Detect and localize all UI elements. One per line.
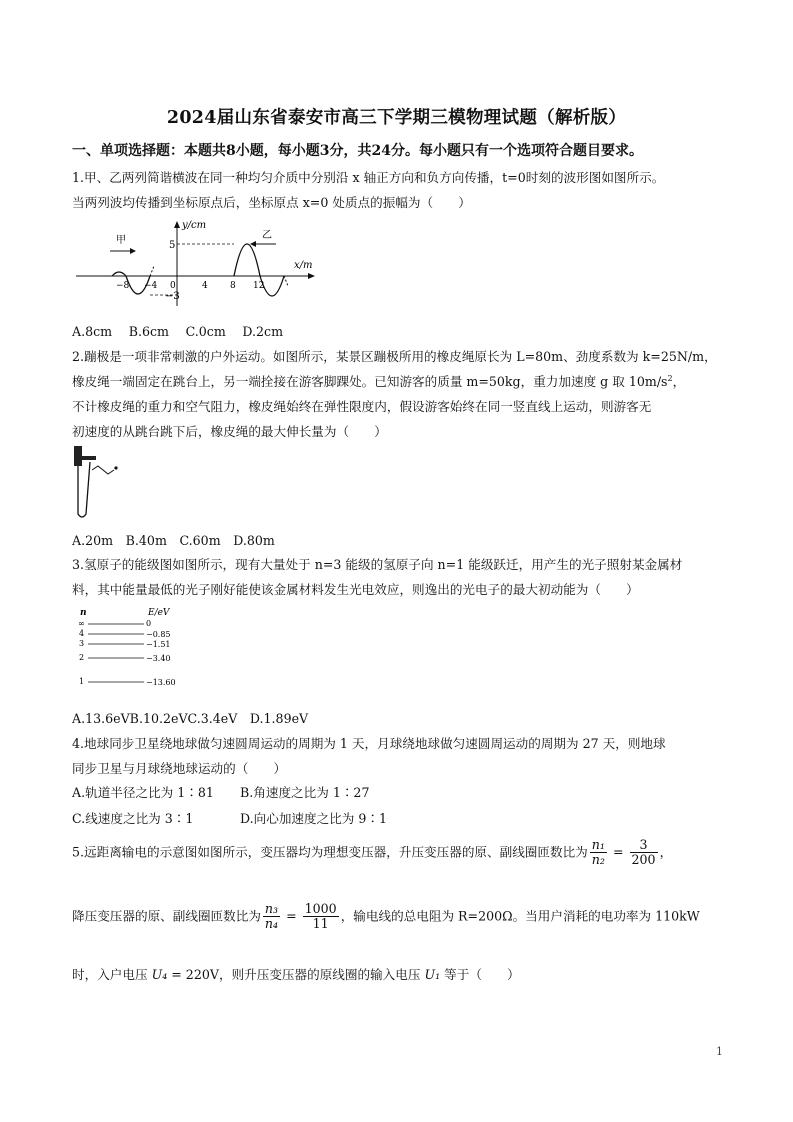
y-axis-arrow [174, 221, 180, 228]
y-axis-label: y/cm [182, 220, 207, 231]
wave-b-front [284, 276, 288, 286]
turns-ratio-n3-n4: $\frac{\text{n₃}}{\text{n₄}}$ [264, 901, 279, 932]
level-inf-e: 0 [146, 619, 152, 628]
level-3-e: −1.51 [146, 640, 171, 649]
y-tick-minus3: −3 [165, 291, 180, 302]
n-label: n [80, 608, 87, 618]
x-tick-minus8: −8 [116, 281, 130, 291]
section-heading: 一、单项选择题：本题共8小题，每小题3分，共24分。每小题只有一个选项符合题目要求。 [72, 143, 643, 159]
q4-text-line1: 4.地球同步卫星绕地球做匀速圆周运动的周期为 1 天，月球绕地球做匀速圆周运动的周期为 27 天，则地球 [72, 736, 666, 751]
jumper-figure [92, 466, 114, 474]
turns-ratio-value-2: $\frac{1000}{11}$ [304, 901, 337, 932]
q4-option-a: A.轨道半径之比为 1∶81 [72, 785, 214, 800]
q3-text-line1: 3.氢原子的能级图如图所示，现有大量处于 n=3 能级的氢原子向 n=1 能级跃迁，用产生的光子照射某金属材 [72, 557, 683, 572]
q1-text-line1: 1.甲、乙两列简谐横波在同一种均匀介质中分别沿 x 轴正方向和负方向传播，t=0时刻的波形图如图所示。 [72, 170, 665, 185]
level-4-n: 4 [79, 629, 85, 638]
q4-option-d: D.向心加速度之比为 9∶1 [240, 811, 388, 826]
level-1-e: −13.60 [146, 678, 176, 687]
level-3-n: 3 [79, 639, 85, 648]
q2-text-line3: 不计橡皮绳的重力和空气阻力，橡皮绳始终在弹性限度内，假设游客始终在同一竖直线上运动，则游客无 [72, 399, 652, 414]
q5-text-line1: 5.远距离输电的示意图如图所示，变压器均为理想变压器，升压变压器的原、副线圈匝数比为 $\frac{\text{n₁}}{\text{n₂}}$ = $\frac{3}{200}$ ， [72, 837, 673, 868]
q4-option-b: B.角速度之比为 1∶27 [240, 785, 370, 800]
x-tick-minus4: −4 [144, 281, 158, 291]
q1-text-line2: 当两列波均传播到坐标原点后，坐标原点 x=0 处质点的振幅为（ ） [72, 195, 471, 210]
x-tick-4: 4 [202, 281, 208, 291]
energy-axis-label: E/eV [148, 608, 170, 618]
wave-figure [72, 216, 322, 312]
energy-level-figure [72, 604, 202, 696]
level-4-e: −0.85 [146, 630, 171, 639]
x-tick-0: 0 [170, 281, 176, 291]
q3-text-line2: 料，其中能量最低的光子刚好能使该金属材料发生光电效应，则逸出的光电子的最大初动能为（ ） [72, 582, 639, 597]
y-tick-5: 5 [169, 240, 176, 251]
q5-text-line3: 时，入户电压 U₄ = 220V，则升压变压器的原线圈的输入电压 U₁ 等于（ ） [72, 967, 520, 982]
q3-options: A.13.6eVB.10.2eVC.3.4eV D.1.89eV [72, 711, 309, 726]
jump-platform [74, 456, 96, 460]
turns-ratio-value-1: $\frac{3}{200}$ [631, 837, 656, 868]
q2-text-line1: 2.蹦极是一项非常刺激的户外运动。如图所示，某景区蹦极所用的橡皮绳原长为 L=80m、劲度系数为 k=25N/m， [72, 349, 717, 364]
q2-text-line4: 初速度的从跳台跳下后，橡皮绳的最大伸长量为（ ） [72, 424, 387, 439]
q5-text-line2: 降压变压器的原、副线圈匝数比为 $\frac{\text{n₃}}{\text{n₄}}$ = $\frac{1000}{11}$ ，输电线的总电阻为 R=200Ω。当用户消耗的电功率为 110kW [72, 901, 700, 932]
q1-options: A.8cm B.6cm C.0cm D.2cm [72, 324, 284, 339]
x-axis-label: x/m [294, 260, 313, 271]
bungee-cord [78, 462, 90, 517]
page-number: 1 [716, 1045, 723, 1058]
level-inf-n: ∞ [78, 619, 85, 628]
level-1-n: 1 [79, 677, 85, 686]
wave-a-label: 甲 [116, 235, 126, 246]
x-tick-12: 12 [253, 281, 265, 291]
x-tick-8: 8 [230, 281, 236, 291]
bungee-figure [72, 444, 132, 522]
page-title: 2024届山东省泰安市高三下学期三模物理试题（解析版） [166, 108, 627, 128]
wave-b-label: 乙 [262, 230, 272, 241]
turns-ratio-n1-n2: $\frac{\text{n₁}}{\text{n₂}}$ [591, 837, 605, 868]
q4-option-c: C.线速度之比为 3∶1 [72, 811, 194, 826]
wave-a-arrowhead [130, 248, 136, 254]
q2-options: A.20m B.40m C.60m D.80m [72, 533, 275, 548]
level-2-e: −3.40 [146, 654, 171, 663]
q2-text-line2: 橡皮绳一端固定在跳台上，另一端拴接在游客脚踝处。已知游客的质量 m=50kg，重力加速度 g 取 $10m/s^2$， [72, 373, 686, 389]
x-axis-arrow [308, 273, 315, 279]
level-2-n: 2 [79, 653, 85, 662]
q4-text-line2: 同步卫星与月球绕地球运动的（ ） [72, 761, 287, 776]
wave-a-front [150, 266, 154, 276]
jumper-head [114, 466, 117, 469]
